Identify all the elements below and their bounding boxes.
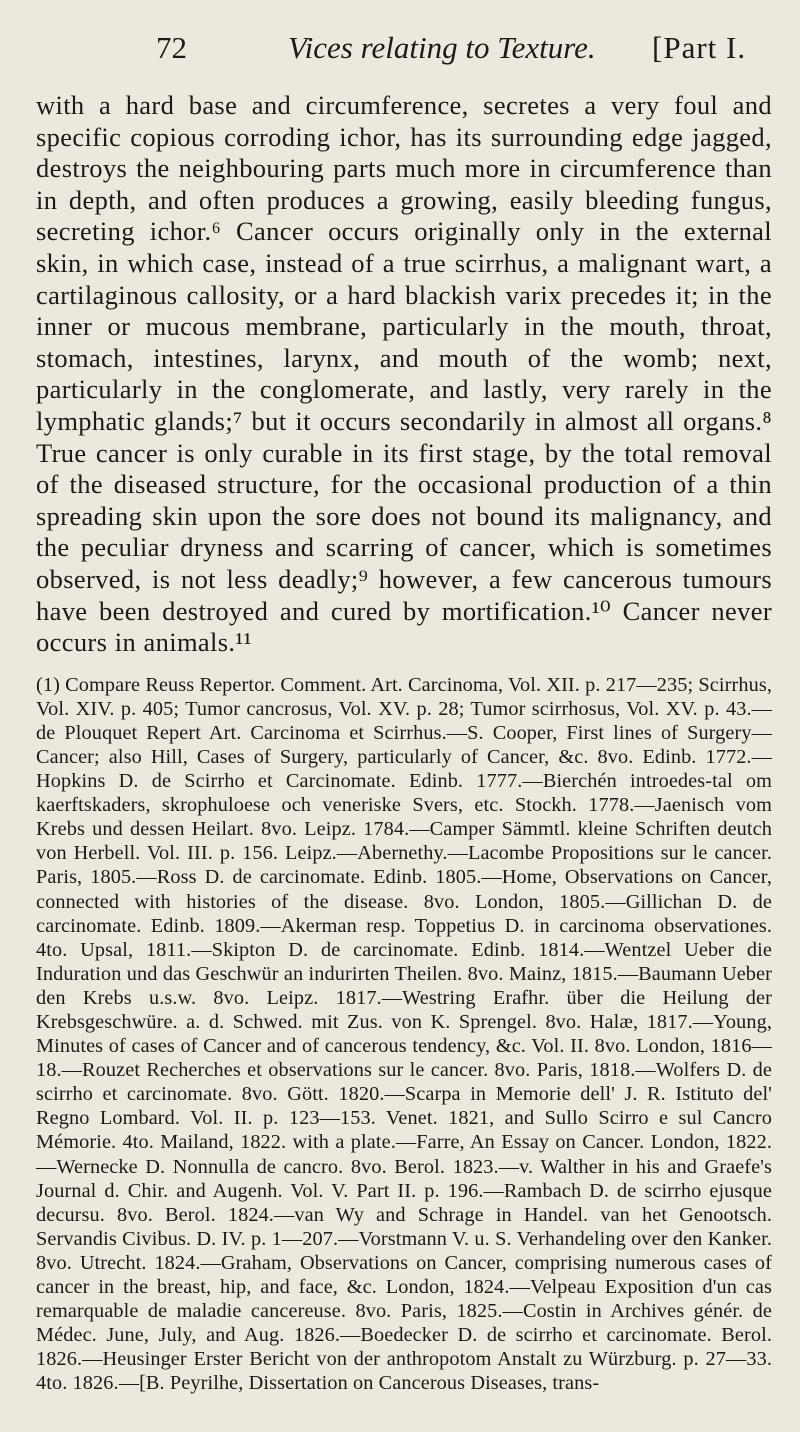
page-header xyxy=(36,30,772,90)
page-number: 72 xyxy=(156,30,187,65)
part-label: [Part I. xyxy=(652,30,747,65)
footnote-1: (1) Compare Reuss Repertor. Comment. Art. Carcinoma, Vol. XII. p. 217—235; Scirrhus, Vol. XIV. p. 405; Tumor cancrosus, Vol. XV. p. 28; Tumor scirrhosus, Vol. XV. p. 43.—de Plouquet Repert Art. Carcinoma et Scirrhus.—S. Cooper, First lines of Surgery—Cancer; also Hill, Cases of Surgery, particularly of Cancer, &c. 8vo. Edinb. 1772.—Hopkins D. de Scirrho et Carcinomate. Edinb. 1777.—Bierchén introedes-tal om kaerftskaders, skrophuloese och veneriske Svers, etc. Stockh. 1778.—Jaenisch vom Krebs und dessen Heilart. 8vo. Leipz. 1784.—Camper Sämmtl. kleine Schriften deutch von Herbell. Vol. III. p. 156. Leipz.—Abernethy.—Lacombe Propositions sur le cancer. Paris, 1805.—Ross D. de carcinomate. Edinb. 1805.—Home, Observations on Cancer, connected with histories of the disease. 8vo. London, 1805.—Gillichan D. de carcinomate. Edinb. 1809.—Akerman resp. Toppetius D. in carcinoma observationes. 4to. Upsal, 1811.—Skipton D. de carcinomate. Edinb. 1814.—Wentzel Ueber die Induration und das Geschwür an indurirten Theilen. 8vo. Mainz, 1815.—Baumann Ueber den Krebs u.s.w. 8vo. Leipz. 1817.—Westring Erafhr. über die Heilung der Krebsgeschwüre. a. d. Schwed. mit Zus. von K. Sprengel. 8vo. Halæ, 1817.—Young, Minutes of cases of Cancer and of cancerous tendency, &c. Vol. II. 8vo. London, 1816—18.—Rouzet Recherches et observations sur le cancer. 8vo. Paris, 1818.—Wolfers D. de scirrho et carcinomate. 8vo. Gött. 1820.—Scarpa in Memorie dell' J. R. Istituto del' Regno Lombard. Vol. II. p. 123—153. Venet. 1821, and Sullo Scirro e sul Cancro Mémorie. 4to. Mailand, 1822. with a plate.—Farre, An Essay on Cancer. London, 1822.—Wernecke D. Nonnulla de cancro. 8vo. Berol. 1823.—v. Walther in his and Graefe's Journal d. Chir. and Augenh. Vol. V. Part II. p. 196.—Rambach D. de scirrho ejusque decursu. 8vo. Berol. 1824.—van Wy and Schrage in Handel. van het Genootsch. Servandis Civibus. D. IV. p. 1—207.—Vorstmann V. u. S. Verhandeling over den Kanker. 8vo. Utrecht. 1824.—Graham, Observations on Cancer, comprising numerous cases of cancer in the breast, hip, and face, &c. London, 1824.—Velpeau Exposition d'un cas remarquable de maladie cancereuse. 8vo. Paris, 1825.—Costin in Archives génér. de Médec. June, July, and Aug. 1826.—Boedecker D. de scirrho et carcinomate. Berol. 1826.—Heusinger Erster Bericht von der anthropotom Anstalt zu Würzburg. p. 27—33. 4to. 1826.—[B. Peyrilhe, Dissertation on Cancerous Diseases, trans- xyxy=(36,673,772,1395)
footnotes xyxy=(36,673,772,1396)
running-title: Vices relating to Texture. xyxy=(288,30,596,65)
body-paragraph: with a hard base and circumference, secretes a very foul and specific copious corroding ichor, has its surrounding edge jagged, destroys the neighbouring parts much more in circumference than in depth, and often produces a growing, easily bleeding fungus, secreting ichor.⁶ Cancer occurs originally only in the external skin, in which case, instead of a true scirrhus, a malignant wart, a cartilaginous callosity, or a hard blackish varix precedes it; in the inner or mucous membrane, particularly in the mouth, throat, stomach, intestines, larynx, and mouth of the womb; next, particularly in the conglomerate, and lastly, very rarely in the lymphatic glands;⁷ but it occurs secondarily in almost all organs.⁸ True cancer is only curable in its first stage, by the total removal of the diseased structure, for the occasional production of a thin spreading skin upon the sore does not bound its malignancy, and the peculiar dryness and scarring of cancer, which is sometimes observed, is not less deadly;⁹ however, a few cancerous tumours have been destroyed and cured by mortification.¹⁰ Cancer never occurs in animals.¹¹ xyxy=(36,90,772,658)
